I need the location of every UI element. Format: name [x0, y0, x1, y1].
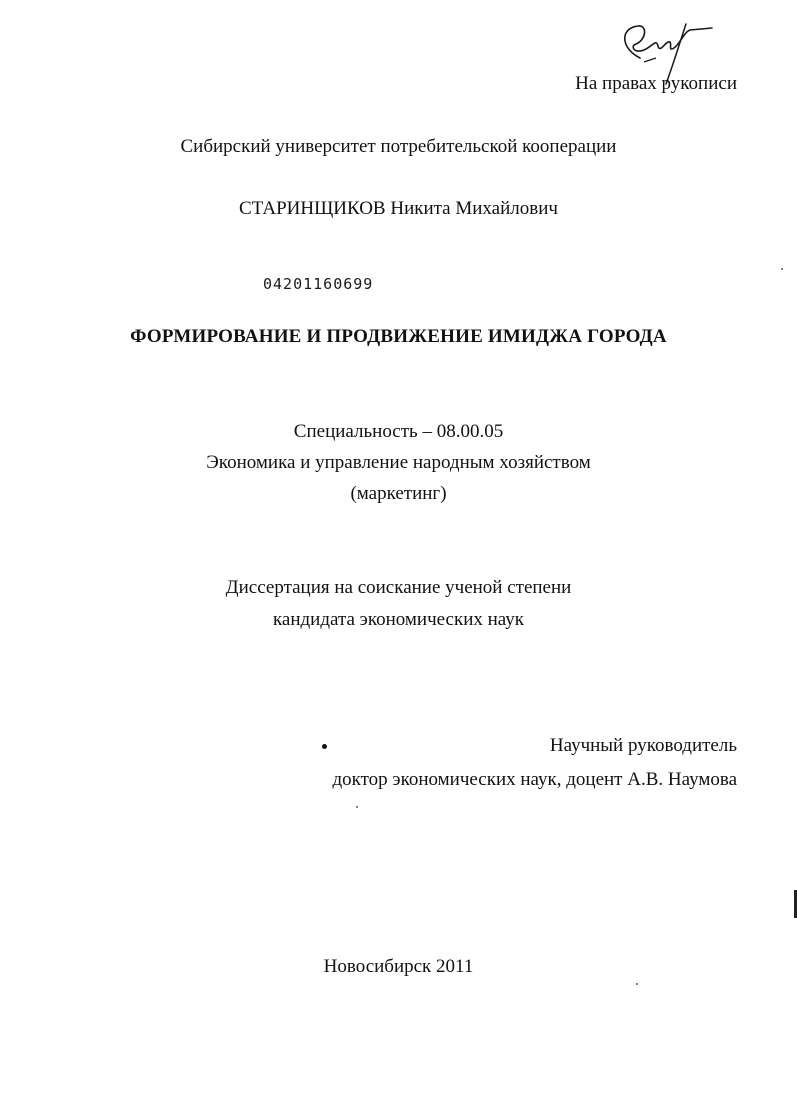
supervisor-label: Научный руководитель — [549, 735, 737, 756]
specialty-subfield: (маркетинг) — [350, 483, 447, 504]
rights-note: На правах рукописи — [575, 73, 737, 94]
scan-speck — [356, 806, 358, 808]
city-year: Новосибирск 2011 — [323, 956, 474, 977]
author-name: СТАРИНЩИКОВ Никита Михайлович — [239, 198, 558, 219]
degree-line-1: Диссертация на соискание ученой степени — [225, 577, 572, 598]
supervisor-name: доктор экономических наук, доцент А.В. Наумова — [332, 769, 737, 790]
specialty-field: Экономика и управление народным хозяйством — [206, 452, 591, 473]
degree-line-2: кандидата экономических наук — [272, 609, 525, 630]
dissertation-title: ФОРМИРОВАНИЕ И ПРОДВИЖЕНИЕ ИМИДЖА ГОРОДА — [130, 326, 667, 347]
specialty-code: Специальность – 08.00.05 — [293, 421, 504, 442]
scan-speck — [781, 268, 783, 270]
scan-speck — [636, 983, 638, 985]
university-name: Сибирский университет потребительской кооперации — [180, 136, 617, 157]
document-number: 04201160699 — [263, 275, 374, 293]
scan-dot — [322, 744, 327, 749]
